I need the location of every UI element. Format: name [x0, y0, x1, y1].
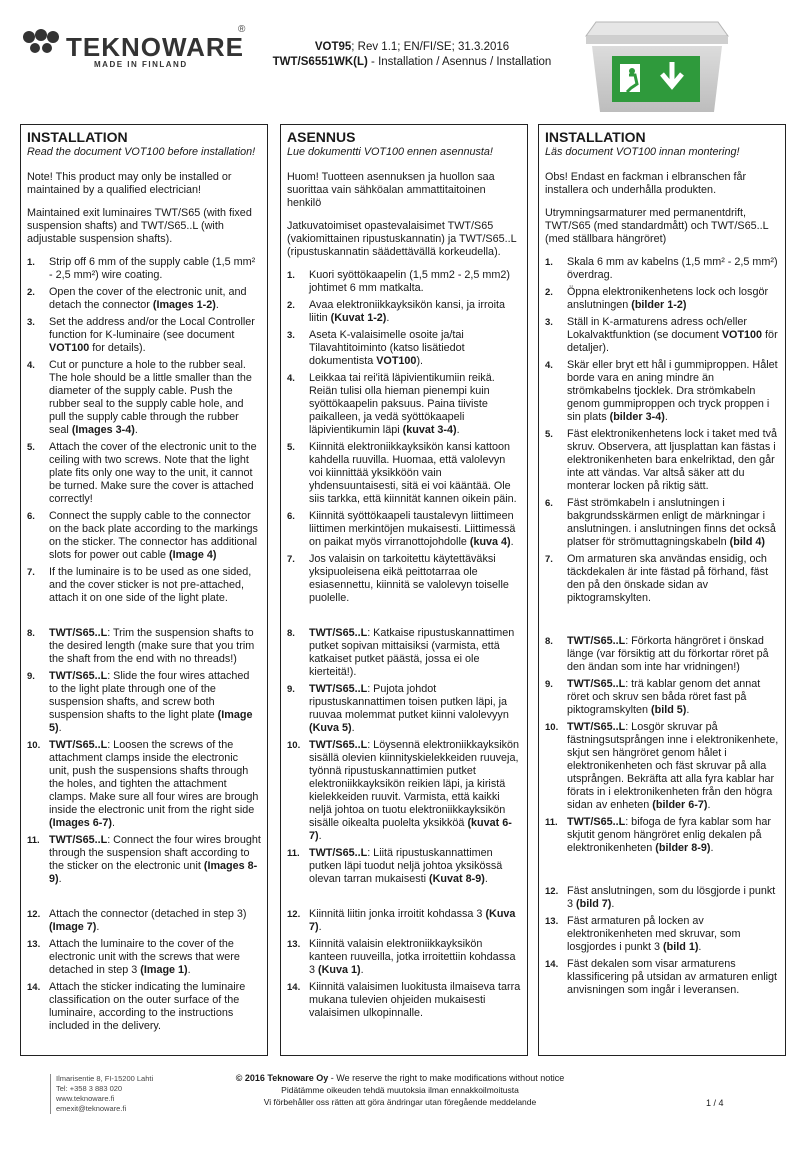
website-link[interactable]: www.teknoware.fi: [56, 1094, 115, 1103]
list-item: 12. Kiinnitä liitin jonka irroitit kohdassa 3 (Kuva 7).: [287, 908, 516, 933]
list-item: 7. If the luminaire is to be used as one sided, and the cover sticker is not pre-attached, attach it on one side of the light plate.: [27, 566, 252, 604]
list-item: 5. Attach the cover of the electronic unit to the ceiling with two screws. Note that the light plate fits only one way to the unit, it cannot be turned. Make sure the cover is attached correctly!: [27, 441, 257, 505]
safety-note: Obs! Endast en fackman i elbranschen får installera och underhålla produkten.: [545, 171, 747, 196]
list-item: 13. Fäst armaturen på locken av elektronikenheten med skruvar, som losgjordes i punkt 3 (bild 1).: [545, 915, 741, 953]
list-item: 11. TWT/S65..L: bifoga de fyra kablar som har skjutit genom hängröret enlig dekalen på elektronikenheten (bilder 8-9).: [545, 816, 772, 854]
steps-list: [545, 256, 779, 997]
list-item: 11. TWT/S65..L: Connect the four wires brought through the suspension shaft according to the sticker on the electronic unit (Images 8-9).: [27, 834, 261, 885]
spacer: [287, 609, 521, 623]
list-item: 4. Skär eller bryt ett hål i gummiproppen. Hålet borde vara en aning mindre än strömkabelns tjocklek. Dra strömkabeln genom gummiproppen och tryck proppen i sin plats (bilder 3-4).: [545, 359, 778, 423]
page-header: [0, 0, 808, 120]
list-item: 6. Kiinnitä syöttökaapeli taustalevyn liittimeen liittimen merkintöjen mukaisesti. Liittimessä on paikat myös virranottojohdolle (kuva 4).: [287, 510, 516, 548]
list-item: 5. Kiinnitä elektroniikkayksikön kansi kattoon kahdella ruuvilla. Huomaa, että valolevyn voi kiinnittää yksikköön vain yhdensuuntaisesti, sitä ei voi kääntää. Ole siis tarkka, että kiinnität kannen oikein päin.: [287, 441, 517, 505]
brand-name: TEKNOWARE: [66, 32, 244, 62]
product-code: TWT/S6551WK(L): [272, 56, 368, 68]
list-item: 14. Kiinnitä valaisimen luokitusta ilmaiseva tarra mukana tulevien ohjeiden mukaisesti valaisimen ulkopinnalle.: [287, 981, 521, 1019]
spacer: [27, 890, 261, 904]
list-item: 9. TWT/S65..L: Pujota johdot ripustuskannattimen toisen putken läpi, ja ruuvaa molemmat putket kiinni valolevyyn (Kuva 5).: [287, 683, 509, 734]
list-item: 6. Connect the supply cable to the connector on the back plate according to the markings on the sticker. The connector has additional slots for power out cable (Image 4): [27, 510, 258, 561]
list-item: 2. Öppna elektronikenhetens lock och losgör anslutningen (bilder 1-2): [545, 286, 769, 311]
list-item: 13. Attach the luminaire to the cover of the electronic unit with the screws that were detached in step 3 (Image 1).: [27, 938, 240, 976]
teknoware-logo: [22, 26, 252, 76]
spacer: [27, 609, 261, 623]
list-item: 9. TWT/S65..L: Slide the four wires attached to the light plate through one of the suspension shafts, and screw both suspension shafts to the light plate (Image 5).: [27, 670, 253, 734]
list-item: 1. Kuori syöttökaapelin (1,5 mm2 - 2,5 mm2) johtimet 6 mm matkalta.: [287, 269, 511, 294]
doc-revision: ; Rev 1.1; EN/FI/SE; 31.3.2016: [351, 41, 510, 53]
intro-text: Jatkuvatoimiset opastevalaisimet TWT/S65 (vakiomittainen ripustuskannatin) ja TWT/S65..L (ripustuskannatin säädettävällä korkeudella).: [287, 220, 517, 258]
column-title: INSTALLATION: [27, 129, 128, 145]
steps-list: [287, 269, 521, 1020]
list-item: 2. Open the cover of the electronic unit, and detach the connector (Images 1-2).: [27, 286, 247, 311]
legal-notice: © 2016 Teknoware Oy - We reserve the right to make modifications without notice Pidätämme oikeuden tehdä muutoksia ilman ennakkoilmoitusta Vi förbehåller oss rätten att göra ändringar utan föregående meddelande: [235, 1073, 565, 1107]
column-title: ASENNUS: [287, 129, 356, 145]
list-item: 8. TWT/S65..L: Trim the suspension shafts to the desired length (make sure that you trim the shaft from the end with no threads!): [27, 627, 255, 665]
list-item: 10. TWT/S65..L: Losgör skruvar på fästningsutsprången inne i elektronikenhete, skjut sen hängröret genom hålet i elektronikenheten och fäst skruvar på alla utsprången. Bekräfta att alla fyra kablar har förats in i elektronikenheten från den högra sidan av enheten (bilder 6-7).: [545, 721, 779, 811]
document-reference: [262, 40, 562, 70]
list-item: 11. TWT/S65..L: Liitä ripustuskannattimen putken läpi tuodut neljä johtoa yksikössä olevan tarran mukaisesti (Kuvat 8-9).: [287, 847, 503, 885]
column-subtitle: Read the document VOT100 before installation!: [27, 146, 256, 158]
list-item: 8. TWT/S65..L: Katkaise ripustuskannattimen putket sopivan mittaisiksi (varmista, että katkaiset putket päästä, jossa ei ole kierteitä!).: [287, 627, 515, 678]
email-link[interactable]: emexit@teknoware.fi: [56, 1104, 127, 1113]
safety-note: Huom! Tuotteen asennuksen ja huollon saa suorittaa vain sähköalan ammattitaitoinen henkilö: [287, 171, 495, 209]
list-item: 14. Attach the sticker indicating the luminaire classification on the outer surface of the luminaire, according to the instructions included in the delivery.: [27, 981, 246, 1032]
registered-mark: ®: [238, 24, 246, 35]
logo-mark-icon: [22, 28, 64, 54]
column-swedish: [538, 124, 786, 1056]
list-item: 3. Set the address and/or the Local Controller function for K-luminaire (see document VOT100 for details).: [27, 316, 255, 354]
spacer: [545, 859, 779, 881]
list-item: 12. Attach the connector (detached in step 3) (Image 7).: [27, 908, 247, 933]
list-item: 1. Strip off 6 mm of the supply cable (1,5 mm² - 2,5 mm²) wire coating.: [27, 256, 256, 281]
list-item: 13. Kiinnitä valaisin elektroniikkayksikön kanteen ruuveilla, jotka irroitettiin kohdassa 3 (Kuva 1).: [287, 938, 516, 976]
page-footer: [0, 1068, 808, 1152]
column-subtitle: Läs document VOT100 innan montering!: [545, 146, 740, 158]
page-number: 1 / 4: [706, 1098, 724, 1108]
list-item: 2. Avaa elektroniikkayksikön kansi, ja irroita liitin (Kuvat 1-2).: [287, 299, 506, 324]
tagline: MADE IN FINLAND: [94, 60, 188, 69]
list-item: 9. TWT/S65..L: trä kablar genom det annat röret och skruv sen båda röret fast på piktogramskylten (bild 5).: [545, 678, 761, 716]
spacer: [287, 890, 521, 904]
column-english: [20, 124, 268, 1056]
steps-list: [27, 256, 261, 1033]
intro-text: Utrymningsarmaturer med permanentdrift, TWT/S65 (med standardmått) och TWT/S65..L (med ställbara hängröret): [545, 207, 769, 245]
spacer: [545, 609, 779, 631]
list-item: 12. Fäst anslutningen, som du lösgjorde i punkt 3 (bild 7).: [545, 885, 776, 910]
column-subtitle: Lue dokumentti VOT100 ennen asennusta!: [287, 146, 493, 158]
company-address: Ilmarisentie 8, FI-15200 Lahti Tel: +358 3 883 020 www.teknoware.fi emexit@teknoware.fi: [50, 1074, 153, 1114]
list-item: 6. Fäst strömkabeln i anslutningen i bakgrundsskärmen enligt de märkningar i anslutningen. i anslutningen finns det också platser för strömuttagningskabeln (bild 4): [545, 497, 776, 548]
list-item: 14. Fäst dekalen som visar armaturens klassificering på utsidan av armaturen enligt anvisningen som ingår i leveransen.: [545, 958, 778, 996]
list-item: 10. TWT/S65..L: Löysennä elektroniikkayksikön sisällä olevien kiinnityskielekkeiden ruuveja, työnnä ripustuskannattimien putket elektroniikkayksikön reikien läpi, ja kiristä kielekkeiden ruuvit. Varmista, että kaikki neljä johtoa on tuotu elektroniikkayksikön sisälle oikealta puolelta yksikköä (kuvat 6-7).: [287, 739, 520, 842]
safety-note: Note! This product may only be installed or maintained by a qualified electrician!: [27, 171, 232, 196]
list-item: 5. Fäst elektronikenhetens lock i taket med två skruv. Observera, att ljusplattan kan fästas i elektronikenheten bara enkelriktad, den går inte att vändas. Var altså säker att du monterar locken på riktig sätt.: [545, 428, 778, 492]
column-finnish: [280, 124, 528, 1056]
list-item: 3. Aseta K-valaisimelle osoite ja/tai Tilavahtitoiminto (katso lisätiedot dokumentista VOT100).: [287, 329, 465, 367]
exit-sign-illustration: [582, 8, 732, 118]
list-item: 7. Jos valaisin on tarkoitettu käytettäväksi yksipuoleisena eikä peittotarraa ole esiasennettu, kiinnitä se valolevyn toiselle puolelle.: [287, 553, 509, 604]
intro-text: Maintained exit luminaires TWT/S65 (with fixed suspension shafts) and TWT/S65..L (with adjustable suspension shafts).: [27, 207, 252, 245]
doc-code: VOT95: [314, 41, 352, 53]
list-item: 10. TWT/S65..L: Loosen the screws of the attachment clamps inside the electronic unit, push the suspensions shafts through the holes, and tighten the attachment clamps. Make sure all four wires are brough inside the electronic unit from the right side (Images 6-7).: [27, 739, 259, 829]
list-item: 8. TWT/S65..L: Förkorta hängröret i önskad länge (var försiktig att du förkortar röret på den ändan som inte har vridningen!): [545, 635, 769, 673]
list-item: 3. Ställ in K-armaturens adress och/eller Lokalvaktfunktion (se document VOT100 för detaljer).: [545, 316, 778, 354]
list-item: 4. Leikkaa tai rei'itä läpivientikumiin reikä. Reiän tulisi olla hieman pienempi kuin syöttökaapelin paksuus. Paina tiiviste paikalleen, ja vedä syöttökaapeli läpivientikumin läpi (kuvat 3-4).: [287, 372, 495, 436]
product-title: - Installation / Asennus / Installation: [367, 56, 552, 68]
list-item: 7. Om armaturen ska användas ensidig, och täckdekalen är inte fästad på förhand, fäst den på den önskade sidan av piktogramskylten.: [545, 553, 769, 604]
list-item: 1. Skala 6 mm av kabelns (1,5 mm² - 2,5 mm²) överdrag.: [545, 256, 778, 281]
column-title: INSTALLATION: [545, 129, 646, 145]
list-item: 4. Cut or puncture a hole to the rubber seal. The hole should be a little smaller than the diameter of the supply cable. Push the rubber seal to the supply cable hole, and pull the supply cable through the rubber seal (Images 3-4).: [27, 359, 252, 436]
